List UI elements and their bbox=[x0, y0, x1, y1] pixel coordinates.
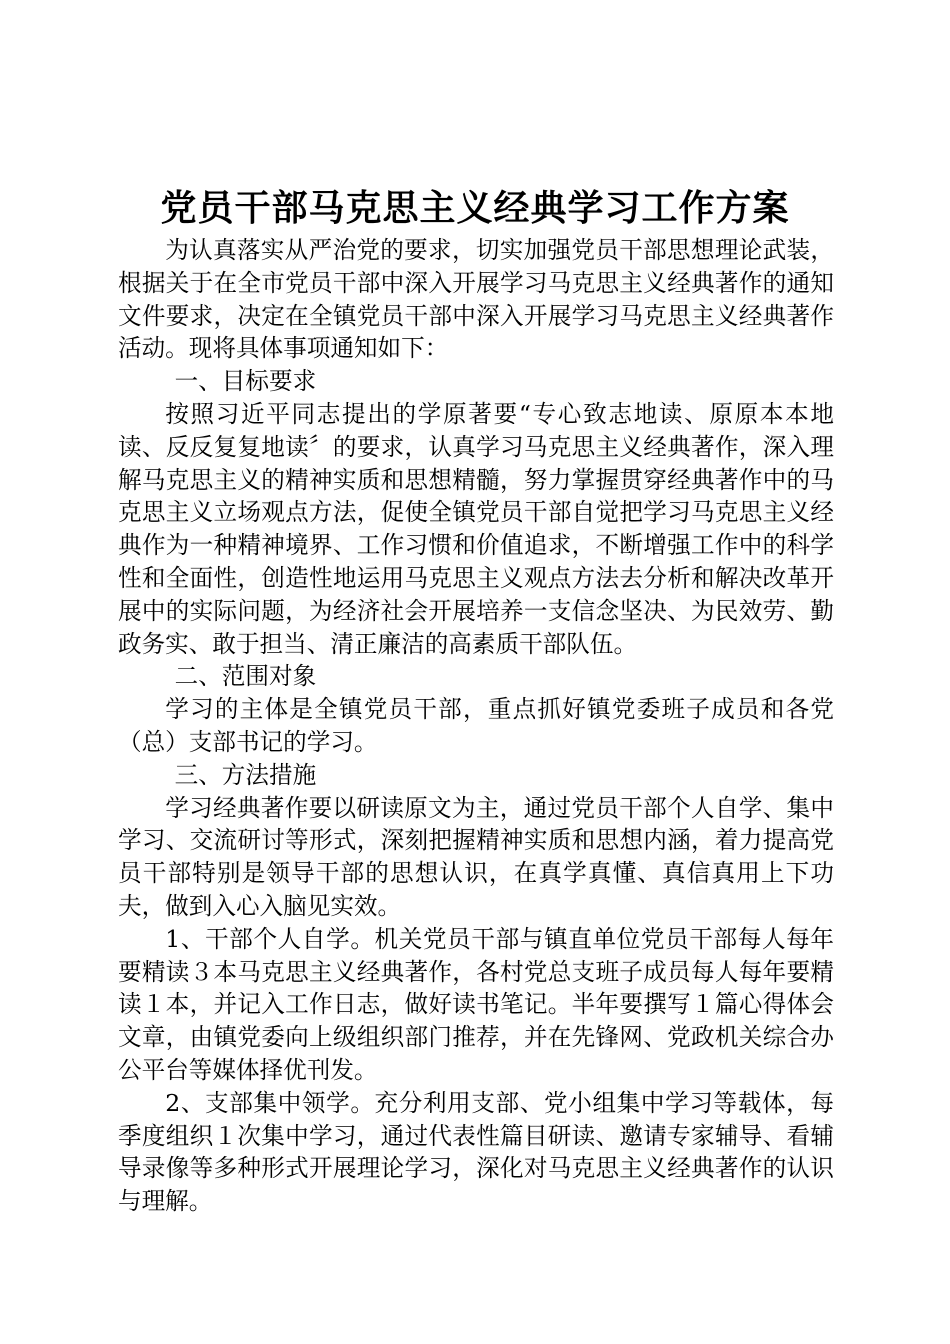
section-heading-goals: 一、目标要求 bbox=[174, 367, 317, 396]
methods-paragraph: 学习经典著作要以研读原文为主，通过党员干部个人自学、集中学习、交流研讨等形式，深刻把握精神实质和思想内涵，着力提高党员干部特别是领导干部的思想认识，在真学真懂、真信真用上下功夫，做到入心入脑见实效。 bbox=[118, 793, 834, 920]
method-item-self-study: 1、干部个人自学。机关党员干部与镇直单位党员干部每人每年要精读３本马克思主义经典著作，各村党总支班子成员每人每年要精读１本，并记入工作日志，做好读书笔记。半年要撰写１篇心得体会文章，由镇党委向上级组织部门推荐，并在先锋网、党政机关综合办公平台等媒体择优刊发。 bbox=[118, 924, 834, 1084]
scope-paragraph: 学习的主体是全镇党员干部，重点抓好镇党委班子成员和各党（总）支部书记的学习。 bbox=[118, 695, 834, 756]
goals-paragraph: 按照习近平同志提出的学原著要“专心致志地读、原原本本地读、反反复复地读〞的要求，认真学习马克思主义经典著作，深入理解马克思主义的精神实质和思想精髓，努力掌握贯穿经典著作中的马克思主义立场观点方法，促使全镇党员干部自觉把学习马克思主义经典作为一种精神境界、工作习惯和价值追求，不断增强工作中的科学性和全面性，创造性地运用马克思主义观点方法去分析和解决改革开展中的实际问题，为经济社会开展培养一支信念坚决、为民效劳、勤政务实、敢于担当、清正廉洁的高素质干部队伍。 bbox=[118, 399, 834, 658]
intro-paragraph: 为认真落实从严治党的要求，切实加强党员干部思想理论武装，根据关于在全市党员干部中深入开展学习马克思主义经典著作的通知文件要求，决定在全镇党员干部中深入开展学习马克思主义经典著作活动。现将具体事项通知如下： bbox=[118, 236, 834, 363]
document-body bbox=[118, 234, 834, 1218]
document-title: 党员干部马克思主义经典学习工作方案 bbox=[160, 188, 790, 229]
section-heading-scope: 二、范围对象 bbox=[174, 662, 317, 691]
section-heading-methods: 三、方法措施 bbox=[174, 760, 317, 789]
method-item-group-study: 2、支部集中领学。充分利用支部、党小组集中学习等载体，每季度组织１次集中学习，通过代表性篇目研读、邀请专家辅导、看辅导录像等多种形式开展理论学习，深化对马克思主义经典著作的认识与理解。 bbox=[118, 1088, 834, 1216]
